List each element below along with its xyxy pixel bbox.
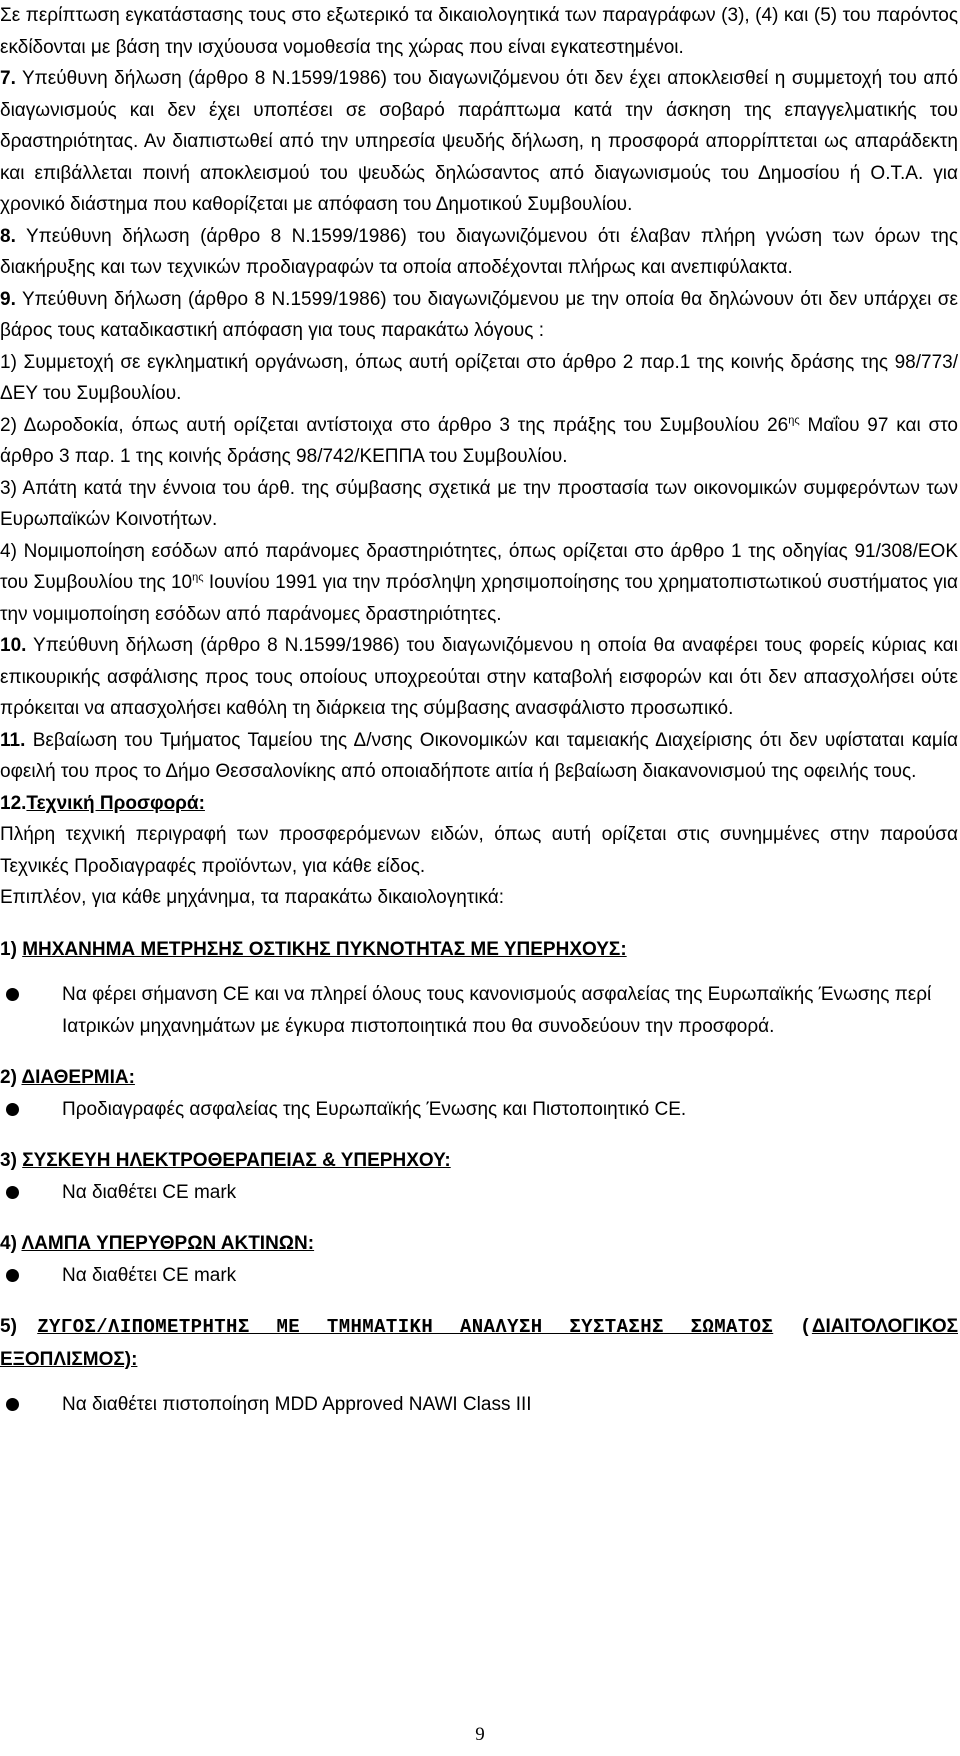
paragraph-12-more: Επιπλέον, για κάθε μηχάνημα, τα παρακάτω δικαιολογητικά: <box>0 887 505 908</box>
heading-title: ΖΥΓΟΣ/ΛΙΠΟΜΕΤΡΗΤΗΣ ΜΕ ΤΜΗΜΑΤΙΚΗ ΑΝΑΛΥΣΗ ΣΥΣΤΑΣΗΣ ΣΩΜΑΤΟΣ <box>37 1316 774 1338</box>
heading-number: 1) <box>0 938 17 960</box>
bullet-icon <box>6 1186 19 1199</box>
list-item <box>0 1389 958 1421</box>
list-item-text: Να διαθέτει CE mark <box>62 1181 237 1203</box>
reason-text: 4) Νομιμοποίηση εσόδων από παράνομες δραστηριότητες, όπως ορίζεται στο άρθρο 1 της οδηγίας 91/308/ΕΟΚ του Συμβουλίου της 10 <box>0 540 958 593</box>
list-item-text: Να φέρει σήμανση CE και να πληρεί όλους τους κανονισμούς ασφαλείας της Ευρωπαϊκής Ένωσης περί Ιατρικών μηχανημάτων με έγκυρα πιστοποιητικά που θα συνοδεύουν την προσφορά. <box>62 984 932 1037</box>
paragraph-11 <box>0 725 958 788</box>
machine-heading-3 <box>0 1145 958 1177</box>
ordinal-suffix: ης <box>192 571 204 584</box>
ordinal-suffix: ης <box>788 414 800 427</box>
reason-1: 1) Συμμετοχή σε εγκληματική οργάνωση, όπως αυτή ορίζεται στο άρθρο 2 παρ.1 της κοινής δράσης της 98/773/ΔΕΥ του Συμβουλίου. <box>0 351 958 404</box>
requirements-list <box>0 1177 958 1209</box>
heading-number: 2) <box>0 1067 17 1088</box>
reason-3: 3) Απάτη κατά την έννοια του άρθ. της σύμβασης σχετικά με την προστασία των οικονομικών συμφερόντων των Ευρωπαϊκών Κοινοτήτων. <box>0 477 958 530</box>
requirements-list <box>0 1094 958 1126</box>
bullet-icon <box>6 988 19 1001</box>
list-item-text: Να διαθέτει πιστοποίηση MDD Approved NAWI Class III <box>62 1394 532 1415</box>
reason-2 <box>0 410 958 473</box>
bullet-icon <box>6 1269 19 1282</box>
section-title: Τεχνική Προσφορά: <box>26 792 205 814</box>
paragraph-text: Υπεύθυνη δήλωση (άρθρο 8 Ν.1599/1986) του διαγωνιζόμενου με την οποία θα δηλώνουν ότι δεν υπάρχει σε βάρος τους καταδικαστική απόφαση για τους παρακάτω λόγους : <box>0 288 958 341</box>
reason-text: 2) Δωροδοκία, όπως αυτή ορίζεται αντίστοιχα στο άρθρο 3 της πράξης του Συμβουλίου 26 <box>0 414 789 436</box>
machine-heading-1 <box>0 934 958 966</box>
reason-text: Μαΐου 97 και στο άρθρο 3 παρ. 1 της κοινής δράσης 98/742/ΚΕΠΠΑ του Συμβουλίου. <box>0 414 958 467</box>
heading-title: ΣΥΣΚΕΥΗ ΗΛΕΚΤΡΟΘΕΡΑΠΕΙΑΣ & ΥΠΕΡΗΧΟΥ: <box>22 1150 451 1171</box>
paragraph-12-text: Πλήρη τεχνική περιγραφή των προσφερόμενων ειδών, όπως αυτή ορίζεται στις συνημμένες στην παρούσα Τεχνικές Προδιαγραφές προϊόντων, για κάθε είδος. <box>0 824 958 877</box>
heading-subtitle: ΔΙΑΙΤΟΛΟΓΙΚΟΣ ΕΞΟΠΛΙΣΜΟΣ): <box>0 1316 959 1370</box>
list-item-text: Να διαθέτει CE mark <box>62 1264 237 1286</box>
machine-heading-2 <box>0 1062 958 1094</box>
list-item <box>0 1260 958 1292</box>
page-number: 9 <box>475 1724 485 1745</box>
bullet-icon <box>6 1398 19 1411</box>
paragraph-text: Υπεύθυνη δήλωση (άρθρο 8 Ν.1599/1986) του διαγωνιζόμενου ότι έλαβαν πλήρη γνώση των όρων της διακήρυξης και των τεχνικών προδιαγραφών τα οποία αποδέχονται πλήρως και ανεπιφύλακτα. <box>0 225 958 278</box>
paragraph-number: 12. <box>0 792 27 814</box>
paragraph-text: Βεβαίωση του Τμήματος Ταμείου της Δ/νσης Οικονομικών και ταμειακής Διαχείρισης ότι δεν υφίσταται καμία οφειλή του προς το Δήμο Θεσσαλονίκης από οποιαδήποτε αιτία ή βεβαίωση διακανονισμού της οφειλής τους. <box>0 729 958 782</box>
paragraph-10 <box>0 630 958 725</box>
paragraph-number: 10. <box>0 635 27 656</box>
paragraph-text: Υπεύθυνη δήλωση (άρθρο 8 Ν.1599/1986) του διαγωνιζόμενου η οποία θα αναφέρει τους φορείς κύριας και επικουρικής ασφάλισης προς τους οποίους υποχρεούται στην καταβολή εισφορών και ότι δεν απασχολήσει ούτε πρόκειται να απασχολήσει καθόλη τη διάρκεια της σύμβασης ανασφάλιστο προσωπικό. <box>0 635 958 719</box>
requirements-list <box>0 1389 958 1421</box>
heading-number: 5) <box>0 1316 17 1337</box>
paragraph-12-heading <box>0 788 958 820</box>
list-item <box>0 1094 958 1126</box>
heading-number: 4) <box>0 1233 17 1254</box>
heading-paren: ( <box>773 1316 812 1338</box>
paragraph-8 <box>0 221 958 284</box>
paragraph-number: 9. <box>0 288 16 310</box>
reason-4 <box>0 536 958 631</box>
reason-text: Ιουνίου 1991 για την πρόσληψη χρησιμοποίησης του χρηματοπιστωτικού συστήματος για την νομιμοποίηση εσόδων από παράνομες δραστηριότητες. <box>0 572 959 625</box>
requirements-list <box>0 1260 958 1292</box>
heading-number: 3) <box>0 1150 17 1171</box>
list-item <box>0 979 958 1042</box>
paragraph-number: 11. <box>0 729 26 751</box>
heading-title: ΜΗΧΑΝΗΜΑ ΜΕΤΡΗΣΗΣ ΟΣΤΙΚΗΣ ΠΥΚΝΟΤΗΤΑΣ ΜΕ ΥΠΕΡΗΧΟΥΣ: <box>22 938 627 960</box>
paragraph-7 <box>0 63 958 221</box>
list-item <box>0 1177 958 1209</box>
heading-title: ΛΑΜΠΑ ΥΠΕΡΥΘΡΩΝ ΑΚΤΙΝΩΝ: <box>21 1233 315 1254</box>
machine-heading-5 <box>0 1311 958 1375</box>
bullet-icon <box>6 1103 19 1116</box>
paragraph-9 <box>0 284 958 347</box>
paragraph-number: 8. <box>0 225 16 247</box>
paragraph-intro: Σε περίπτωση εγκατάστασης τους στο εξωτερικό τα δικαιολογητικά των παραγράφων (3), (4) και (5) του παρόντος εκδίδονται με βάση την ισχύουσα νομοθεσία της χώρας που είναι εγκατεστημένοι. <box>0 5 958 58</box>
paragraph-number: 7. <box>0 68 16 89</box>
paragraph-text: Υπεύθυνη δήλωση (άρθρο 8 Ν.1599/1986) του διαγωνιζόμενου ότι δεν έχει αποκλεισθεί η συμμετοχή του από διαγωνισμούς και δεν έχει υποπέσει σε σοβαρό παράπτωμα κατά την άσκηση της επαγγελματικής του δραστηριότητας. Αν διαπιστωθεί από την υπηρεσία ψευδής δήλωση, η προσφορά απορρίπτεται ως απαράδεκτη και επιβάλλεται ποινή αποκλεισμού του ψευδώς δηλώσαντος από διαγωνισμούς του Δημοσίου ή Ο.Τ.Α. για χρονικό διάστημα που καθορίζεται με απόφαση του Δημοτικού Συμβουλίου. <box>0 68 958 215</box>
requirements-list <box>0 979 958 1042</box>
machine-heading-4 <box>0 1228 958 1260</box>
list-item-text: Προδιαγραφές ασφαλείας της Ευρωπαϊκής Ένωσης και Πιστοποιητικό CE. <box>62 1098 687 1120</box>
heading-title: ΔΙΑΘΕΡΜΙΑ: <box>21 1067 135 1088</box>
